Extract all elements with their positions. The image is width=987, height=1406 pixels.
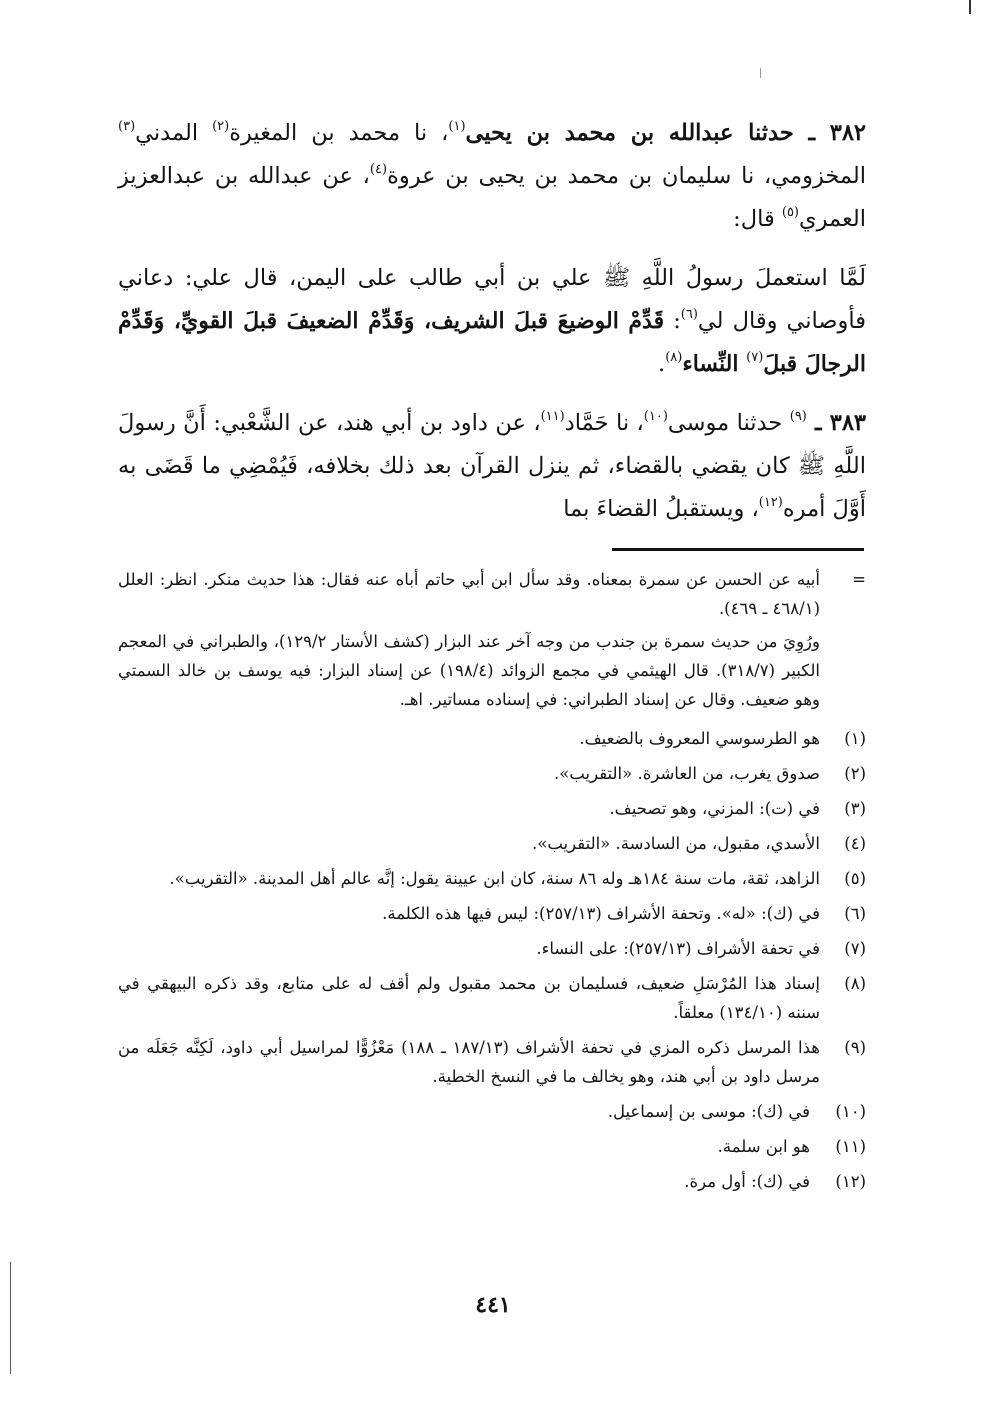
footnote-item: [118, 724, 866, 753]
footnote-text: صدوق يغرب، من العاشرة. «التقريب».: [553, 764, 820, 783]
hadith-382-matn: [118, 257, 866, 386]
footnote-item: [118, 1167, 866, 1196]
matn-text: .: [658, 351, 666, 377]
footnote-text: الأسدي، مقبول، من السادسة. «التقريب».: [532, 834, 820, 853]
isnad-text: ، عن عبدالله بن عبدالعزيز العمري: [118, 163, 866, 232]
matn-text: لَمَّا استعملَ رسولُ اللَّهِ ﷺ علي بن أبي طالب على اليمن، قال علي: دعاني فأوصاني وقال لي: [118, 265, 866, 334]
footnote-number: (٩): [844, 1038, 866, 1057]
hadith-text: ، نا حَمَّاد: [564, 410, 644, 436]
footnote-continuation: [118, 565, 866, 718]
footnote-text: هذا المرسل ذكره المزي في تحفة الأشراف (١٨٧/١٣ ـ ١٨٨) مَعْزُوًّا لمراسيل أبي داود، لَكِنَّه جَعَلَه من مرسل داود بن أبي هند، وهو يخالف ما في النسخ الخطية.: [118, 1038, 821, 1086]
matn-text: :: [664, 308, 681, 334]
footnote-number: (٢): [844, 764, 866, 783]
footnote-number: (١١): [835, 1137, 866, 1156]
footnote-text: في تحفة الأشراف (٢٥٧/١٣): على النساء.: [536, 939, 820, 958]
footnote-text: في (ك): أول مرة.: [684, 1172, 810, 1191]
continuation-mark: =: [852, 570, 866, 589]
footnote-number: (٦): [844, 904, 866, 923]
footnote-item: [118, 794, 866, 823]
hadith-383: [118, 402, 866, 531]
hadith-number: ٣٨٣: [829, 410, 866, 436]
footnote-ref[interactable]: (١٢): [758, 495, 783, 510]
isnad-text: المدني: [135, 120, 213, 146]
footnote-ref[interactable]: (٤): [369, 162, 388, 177]
prophetic-saying: النِّساء: [682, 351, 747, 377]
footnote-number: (٣): [844, 799, 866, 818]
footnote-text: هو ابن سلمة.: [717, 1137, 810, 1156]
prophetic-saying: قَدِّمْ الوضيعَ قبلَ الشريف، وَقَدِّمْ الضعيفَ قبلَ القويِّ، وَقَدِّمْ الرجالَ قبلَ: [118, 308, 866, 377]
footnote-ref[interactable]: (٥): [781, 205, 799, 220]
footnote-item: [118, 1097, 866, 1126]
footnote-ref[interactable]: (١): [448, 119, 466, 134]
footnote-text: في (ك): «له». وتحفة الأشراف (٢٥٧/١٣): ليس فيها هذه الكلمة.: [382, 904, 820, 923]
footnote-item: [118, 899, 866, 928]
footnote-number: (١٢): [835, 1172, 866, 1191]
hadith-text: ، ويستقبلُ القضاءَ بما: [563, 496, 759, 522]
footnote-ref[interactable]: (٨): [665, 350, 683, 365]
footnote-text: في (ك): موسى بن إسماعيل.: [607, 1102, 810, 1121]
footnote-ref[interactable]: (١٠): [643, 409, 668, 424]
footnote-paragraph: ورُوِيَ من حديث سمرة بن جندب من وجه آخر عند البزار (كشف الأستار ١٢٩/٢)، والطبراني في المعجم الكبير (٣١٨/٧). قال الهيثمي في مجمع الزوائد (١٩٨/٤) عن إسناد البزار: فيه يوسف بن خالد السمتي وهو ضعيف. وقال عن إسناد الطبراني: في إسناده مساتير. اهـ.: [118, 632, 820, 709]
footnote-item: [118, 1033, 866, 1091]
scan-edge-mark: [969, 0, 971, 14]
dash: ـ: [806, 410, 830, 436]
footnote-item: [118, 759, 866, 788]
hadith-text: حدثنا موسى: [667, 410, 790, 436]
footnote-ref[interactable]: (٢): [212, 119, 230, 134]
footnote-text: هو الطرسوسي المعروف بالضعيف.: [579, 729, 820, 748]
page-number: ٤٤١: [475, 1292, 511, 1318]
footnote-item: [118, 1132, 866, 1161]
hadith-text: ، عن داود بن أبي هند، عن الشَّعْبي: أَنَّ رسولَ اللَّهِ ﷺ كان يقضي بالقضاء، ثم ينزل القرآن بعد ذلك بخلافه، فَيُمْضِي ما قَضَى به أَوَّلَ أمره: [118, 410, 866, 522]
footnote-text: إسناد هذا المُرْسَلِ ضعيف، فسليمان بن محمد مقبول ولم أقف له على متابع، وقد ذكره البيهقي في سننه (١٣٤/١٠) معلقاً.: [118, 974, 820, 1022]
hadith-number: ٣٨٢: [829, 120, 867, 146]
footnote-number: (١٠): [835, 1102, 866, 1121]
footnote-separator: [612, 548, 864, 551]
footnote-text: في (ت): المزني، وهو تصحيف.: [609, 799, 820, 818]
footnote-number: (٧): [844, 939, 866, 958]
isnad-text: ـ حدثنا عبدالله بن محمد بن يحيى: [465, 120, 830, 146]
footnote-ref[interactable]: (٧): [746, 350, 764, 365]
footnote-item: [118, 934, 866, 963]
footnote-item: [118, 864, 866, 893]
footnote-ref[interactable]: (٣): [118, 119, 136, 134]
scan-tick-mark: [760, 68, 761, 78]
footnote-ref[interactable]: (٦): [680, 307, 698, 322]
footnote-item: [118, 829, 866, 858]
footnote-number: (١): [844, 729, 866, 748]
main-text: [118, 112, 866, 547]
footnote-number: (٥): [844, 869, 866, 888]
footnotes: [118, 565, 866, 1202]
footnote-number: (٤): [844, 834, 866, 853]
footnote-paragraph: أبيه عن الحسن عن سمرة بمعناه. وقد سأل ابن أبي حاتم أباه عنه فقال: هذا حديث منكر. انظر: العلل (٤٦٨/١ ـ ٤٦٩).: [118, 570, 820, 618]
isnad-text: قال:: [733, 206, 782, 232]
isnad-text: المخزومي، نا سليمان بن محمد بن يحيى بن عروة: [387, 163, 866, 189]
footnote-ref[interactable]: (٩): [789, 409, 807, 424]
footnote-body: [118, 565, 820, 718]
scan-edge-mark: [10, 1262, 11, 1374]
isnad-text: ، نا محمد بن المغيرة: [229, 120, 449, 146]
hadith-382-isnad: [118, 112, 866, 241]
footnote-ref[interactable]: (١١): [540, 409, 565, 424]
footnote-text: الزاهد، ثقة، مات سنة ١٨٤هـ وله ٨٦ سنة، كان ابن عيينة يقول: إنَّه عالم أهل المدينة. «التقريب».: [169, 869, 820, 888]
footnote-number: (٨): [844, 974, 866, 993]
footnote-item: [118, 969, 866, 1027]
